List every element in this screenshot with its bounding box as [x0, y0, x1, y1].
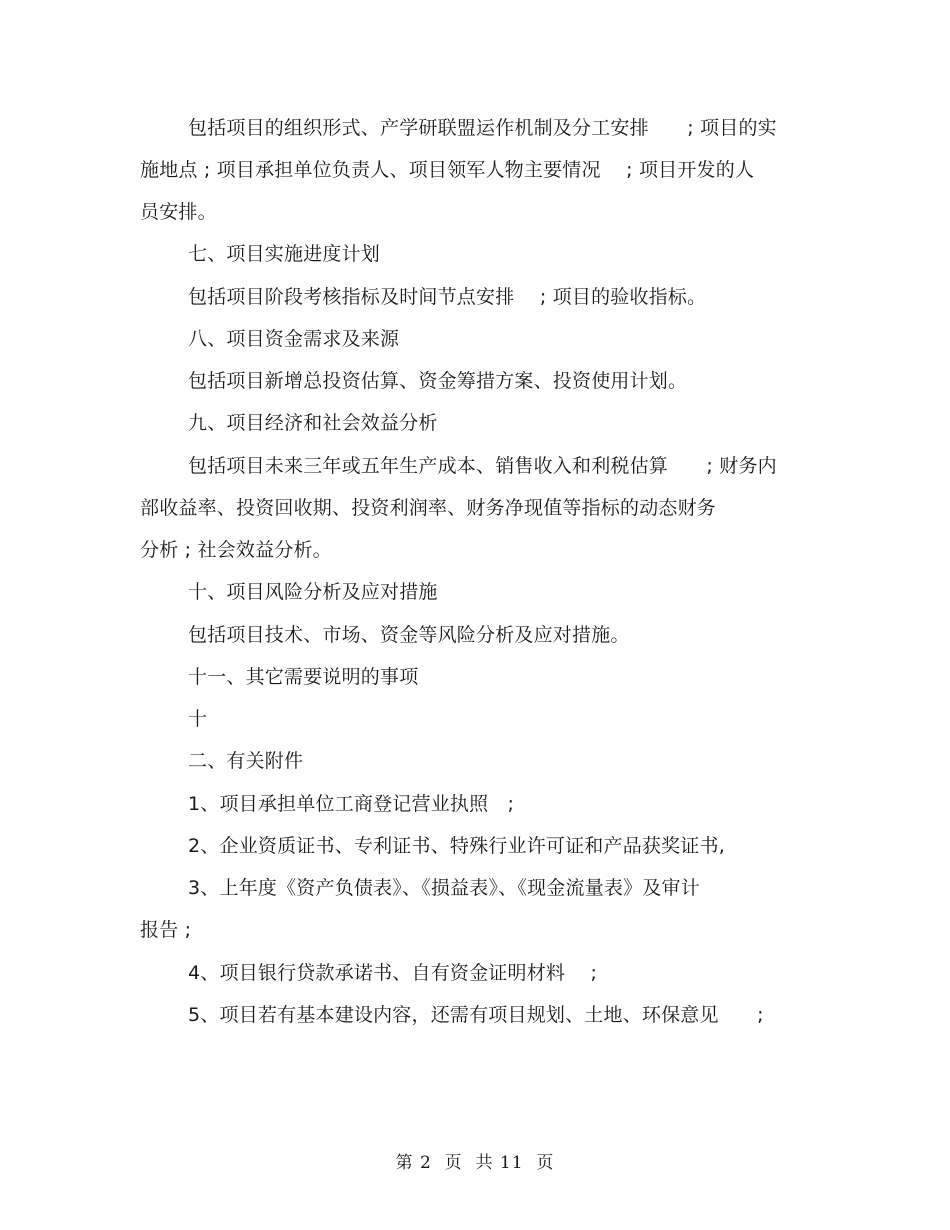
section-heading: 十	[188, 708, 208, 730]
list-item: 3、上年度《资产负债表》、《损益表》、《现金流量表》及审计	[188, 877, 700, 899]
paragraph-line: 包括项目未来三年或五年生产成本、销售收入和利税估算 ; 财务内	[188, 455, 777, 477]
list-item: 报告 ;	[140, 919, 192, 941]
section-heading: 八、项目资金需求及来源	[188, 328, 400, 350]
section-heading: 七、项目实施进度计划	[188, 243, 381, 265]
section-heading: 十、项目风险分析及应对措施	[188, 581, 438, 603]
list-item: 2、企业资质证书、专利证书、特殊行业许可证和产品获奖证书,	[188, 835, 725, 857]
paragraph-line: 包括项目新增总投资估算、资金筹措方案、投资使用计划。	[188, 370, 688, 392]
paragraph-line: 包括项目技术、市场、资金等风险分析及应对措施。	[188, 624, 630, 646]
page-number-footer: 第 2 页 共 11 页	[395, 1153, 555, 1173]
list-item: 4、项目银行贷款承诺书、自有资金证明材料 ;	[188, 962, 598, 984]
section-heading: 十一、其它需要说明的事项	[188, 666, 419, 688]
paragraph-line: 分析 ; 社会效益分析。	[140, 539, 332, 561]
paragraph-line: 施地点 ; 项目承担单位负责人、项目领军人物主要情况 ; 项目开发的人	[140, 159, 755, 181]
section-heading: 九、项目经济和社会效益分析	[188, 412, 438, 434]
paragraph-line: 包括项目的组织形式、产学研联盟运作机制及分工安排 ; 项目的实	[188, 117, 777, 139]
paragraph-line: 包括项目阶段考核指标及时间节点安排 ; 项目的验收指标。	[188, 286, 707, 308]
list-item: 5、项目若有基本建设内容，还需有项目规划、土地、环保意见 ;	[188, 1004, 764, 1026]
list-item: 1、项目承担单位工商登记营业执照 ;	[188, 793, 515, 815]
section-heading: 二、有关附件	[188, 750, 304, 772]
paragraph-line: 员安排。	[140, 201, 217, 223]
paragraph-line: 部收益率、投资回收期、投资利润率、财务净现值等指标的动态财务	[140, 497, 717, 519]
